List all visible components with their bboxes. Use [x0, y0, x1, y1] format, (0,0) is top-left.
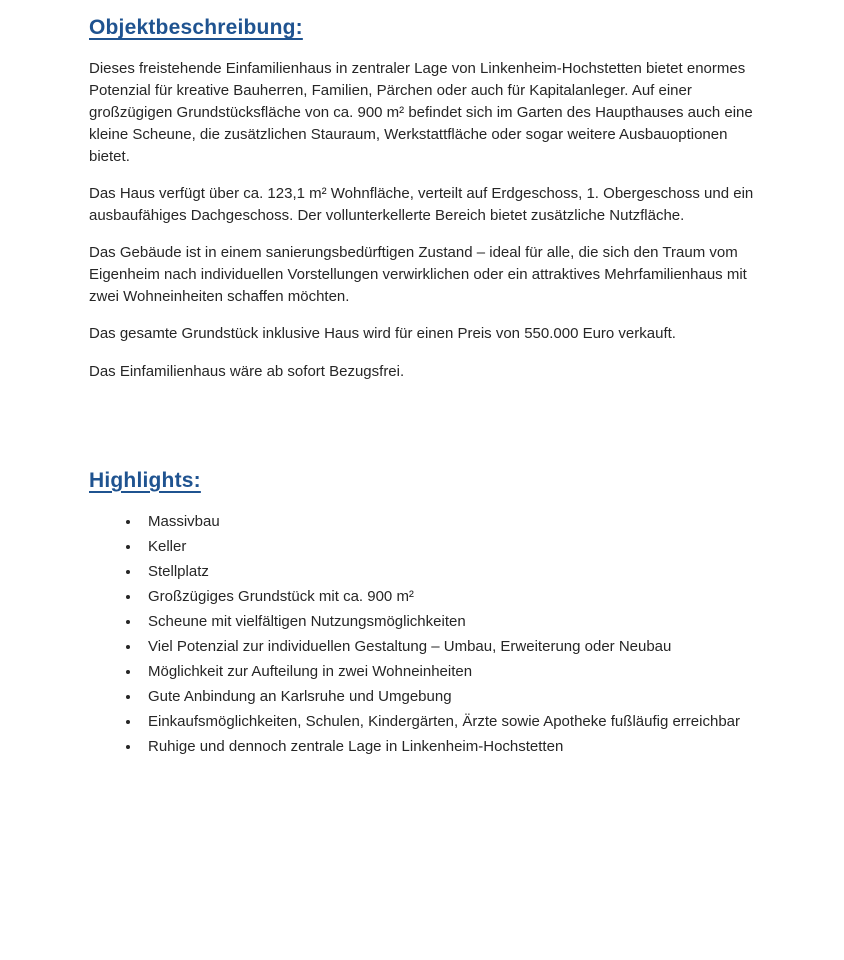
section-highlights	[89, 469, 756, 759]
paragraph-zustand: Das Gebäude ist in einem sanierungsbedürftigen Zustand – ideal für alle, die sich den Traum vom Eigenheim nach individuellen Vorstellungen verwirklichen oder ein attraktives Mehrfamilienhaus mit zwei Wohneinheiten schaffen möchten.	[89, 244, 747, 306]
list-item-potenzial: • Viel Potenzial zur individuellen Gestaltung – Umbau, Erweiterung oder Neubau	[141, 636, 756, 659]
objektbeschreibung-heading: Objektbeschreibung:	[89, 16, 303, 39]
highlights-list	[89, 511, 756, 759]
paragraph-preis: Das gesamte Grundstück inklusive Haus wird für einen Preis von 550.000 Euro verkauft.	[89, 325, 676, 343]
paragraph-intro: Dieses freistehende Einfamilienhaus in zentraler Lage von Linkenheim-Hochstetten bietet enormes Potenzial für kreative Bauherren, Familien, Pärchen oder auch für Kapitalanleger. Auf einer großzügigen Grundstücksfläche von ca. 900 m² befindet sich im Garten des Haupthauses auch eine kleine Scheune, die zusätzlichen Stauraum, Werkstattfläche oder sogar weitere Ausbauoptionen bietet.	[89, 60, 753, 166]
section-objektbeschreibung	[89, 16, 756, 383]
paragraph-wohnflaeche: Das Haus verfügt über ca. 123,1 m² Wohnfläche, verteilt auf Erdgeschoss, 1. Obergeschoss und ein ausbaufähiges Dachgeschoss. Der vollunterkellerte Bereich bietet zusätzliche Nutzfläche.	[89, 185, 754, 225]
list-item-anbindung: • Gute Anbindung an Karlsruhe und Umgebung	[141, 686, 756, 709]
list-item-keller: • Keller	[141, 536, 756, 559]
paragraph-bezugsfrei: Das Einfamilienhaus wäre ab sofort Bezugsfrei.	[89, 362, 405, 380]
list-item-aufteilung: • Möglichkeit zur Aufteilung in zwei Wohneinheiten	[141, 661, 756, 684]
list-item-infrastruktur: • Einkaufsmöglichkeiten, Schulen, Kindergärten, Ärzte sowie Apotheke fußläufig erreichbar	[141, 711, 756, 734]
list-item-massivbau: • Massivbau	[141, 511, 756, 534]
list-item-scheune: • Scheune mit vielfältigen Nutzungsmöglichkeiten	[141, 611, 756, 634]
list-item-lage: • Ruhige und dennoch zentrale Lage in Linkenheim-Hochstetten	[141, 736, 756, 759]
list-item-stellplatz: • Stellplatz	[141, 561, 756, 584]
list-item-grundstueck: • Großzügiges Grundstück mit ca. 900 m²	[141, 586, 756, 609]
highlights-heading: Highlights:	[89, 468, 201, 492]
